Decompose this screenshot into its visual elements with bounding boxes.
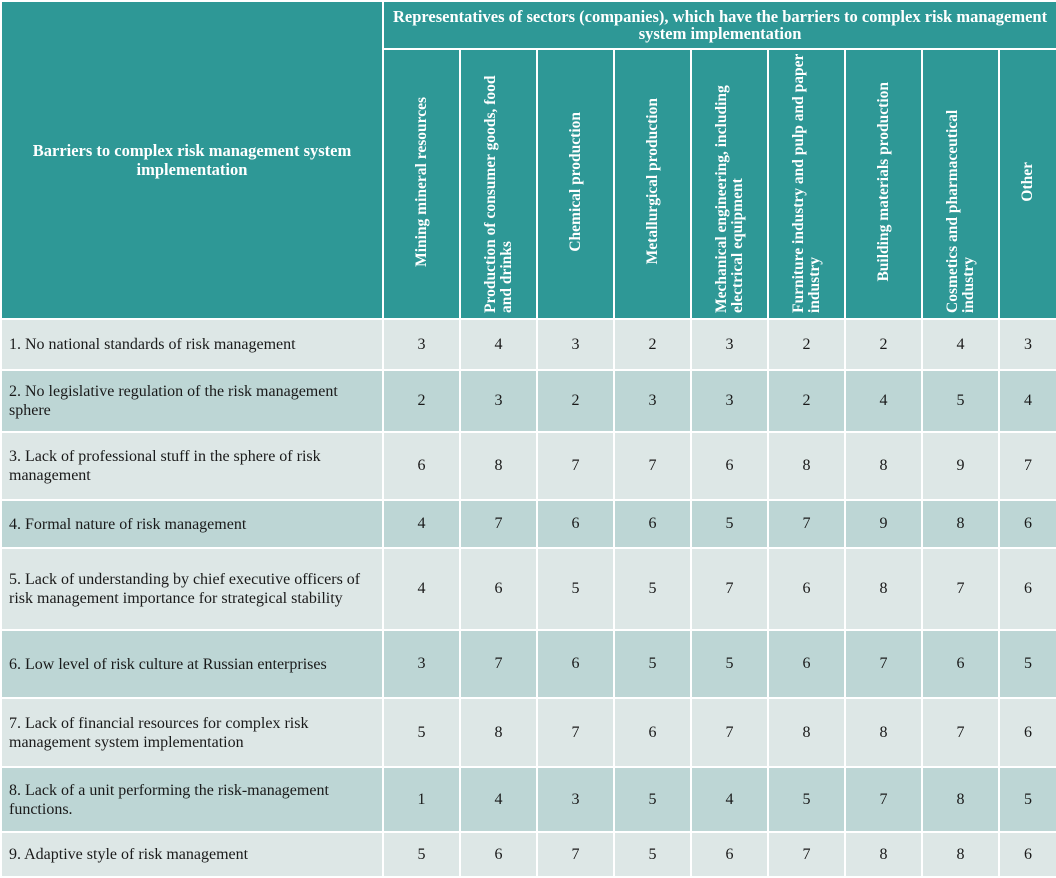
table-row xyxy=(1,767,1056,832)
table-row xyxy=(1,832,1056,877)
table-cell: 6 xyxy=(768,630,845,698)
table-cell: 3 xyxy=(691,319,768,370)
table-cell: 8 xyxy=(460,432,537,500)
table-cell: 4 xyxy=(845,370,922,432)
table-cell: 7 xyxy=(768,832,845,877)
sector-header-label: Other xyxy=(1019,161,1037,202)
table-cell: 3 xyxy=(460,370,537,432)
table-cell: 6 xyxy=(999,500,1056,548)
table-cell: 6 xyxy=(999,698,1056,767)
sector-header-label: Production of consumer goods, food and drinks xyxy=(481,74,515,313)
table-cell: 7 xyxy=(768,500,845,548)
table-cell: 8 xyxy=(922,767,999,832)
sector-header-7 xyxy=(922,49,999,319)
barrier-label: 9. Adaptive style of risk management xyxy=(1,832,383,877)
table-cell: 9 xyxy=(845,500,922,548)
table-cell: 8 xyxy=(768,698,845,767)
barriers-column-header: Barriers to complex risk management system implementation xyxy=(1,1,383,319)
barrier-label: 6. Low level of risk culture at Russian enterprises xyxy=(1,630,383,698)
table-cell: 5 xyxy=(999,767,1056,832)
table-cell: 2 xyxy=(537,370,614,432)
sectors-group-header: Representatives of sectors (companies), which have the barriers to complex risk management system implementation xyxy=(383,1,1056,49)
table-cell: 4 xyxy=(460,319,537,370)
sector-header-label: Mechanical engineering, including electrical equipment xyxy=(712,84,746,313)
table-cell: 5 xyxy=(691,500,768,548)
table-cell: 5 xyxy=(614,548,691,630)
table-cell: 5 xyxy=(999,630,1056,698)
table-cell: 5 xyxy=(383,698,460,767)
table-cell: 6 xyxy=(460,832,537,877)
table-cell: 6 xyxy=(537,500,614,548)
table-cell: 7 xyxy=(691,698,768,767)
table-cell: 5 xyxy=(614,832,691,877)
table-cell: 7 xyxy=(537,832,614,877)
sector-header-2 xyxy=(537,49,614,319)
table-cell: 3 xyxy=(383,319,460,370)
table-cell: 6 xyxy=(691,432,768,500)
table-cell: 5 xyxy=(614,630,691,698)
table-cell: 3 xyxy=(537,767,614,832)
table-cell: 3 xyxy=(614,370,691,432)
table-cell: 5 xyxy=(691,630,768,698)
table-row xyxy=(1,630,1056,698)
sector-header-4 xyxy=(691,49,768,319)
table-cell: 4 xyxy=(999,370,1056,432)
table-cell: 7 xyxy=(845,630,922,698)
barrier-label: 2. No legislative regulation of the risk management sphere xyxy=(1,370,383,432)
table-cell: 6 xyxy=(537,630,614,698)
table-cell: 6 xyxy=(614,500,691,548)
table-cell: 8 xyxy=(845,698,922,767)
table-cell: 4 xyxy=(383,500,460,548)
sector-header-1 xyxy=(460,49,537,319)
table-cell: 6 xyxy=(922,630,999,698)
table-cell: 4 xyxy=(922,319,999,370)
table-cell: 5 xyxy=(383,832,460,877)
table-cell: 8 xyxy=(768,432,845,500)
table-cell: 2 xyxy=(383,370,460,432)
table-cell: 7 xyxy=(922,548,999,630)
table-cell: 8 xyxy=(922,832,999,877)
table-cell: 6 xyxy=(691,832,768,877)
table-body xyxy=(1,319,1056,877)
sector-header-label: Cosmetics and pharmaceutical industry xyxy=(943,109,977,313)
table-cell: 7 xyxy=(537,698,614,767)
table-row xyxy=(1,370,1056,432)
sector-header-label: Metallurgical production xyxy=(643,98,661,265)
table-cell: 7 xyxy=(922,698,999,767)
table-row xyxy=(1,698,1056,767)
table-cell: 2 xyxy=(614,319,691,370)
table-cell: 4 xyxy=(691,767,768,832)
barrier-label: 3. Lack of professional stuff in the sphere of risk management xyxy=(1,432,383,500)
table-cell: 9 xyxy=(922,432,999,500)
sector-header-label: Mining mineral resources xyxy=(412,96,430,267)
table-cell: 7 xyxy=(460,500,537,548)
table-row xyxy=(1,319,1056,370)
table-cell: 4 xyxy=(383,548,460,630)
sector-header-0 xyxy=(383,49,460,319)
table-cell: 3 xyxy=(537,319,614,370)
barrier-label: 1. No national standards of risk management xyxy=(1,319,383,370)
sector-header-5 xyxy=(768,49,845,319)
table-cell: 8 xyxy=(845,548,922,630)
table-row xyxy=(1,432,1056,500)
table-cell: 2 xyxy=(845,319,922,370)
table-cell: 5 xyxy=(922,370,999,432)
table-cell: 6 xyxy=(614,698,691,767)
table-cell: 8 xyxy=(845,832,922,877)
barrier-label: 7. Lack of financial resources for complex risk management system implementation xyxy=(1,698,383,767)
table-cell: 3 xyxy=(999,319,1056,370)
table-cell: 7 xyxy=(614,432,691,500)
table-cell: 6 xyxy=(460,548,537,630)
sector-header-6 xyxy=(845,49,922,319)
table-cell: 3 xyxy=(383,630,460,698)
table-cell: 2 xyxy=(768,319,845,370)
table-cell: 5 xyxy=(537,548,614,630)
table-cell: 5 xyxy=(614,767,691,832)
sector-header-label: Chemical production xyxy=(566,111,584,252)
table-cell: 7 xyxy=(999,432,1056,500)
sector-header-3 xyxy=(614,49,691,319)
barrier-label: 8. Lack of a unit performing the risk-management functions. xyxy=(1,767,383,832)
table-cell: 7 xyxy=(691,548,768,630)
table-cell: 4 xyxy=(460,767,537,832)
table-cell: 5 xyxy=(768,767,845,832)
table-cell: 6 xyxy=(999,832,1056,877)
barrier-label: 5. Lack of understanding by chief executive officers of risk management importance for strategical stability xyxy=(1,548,383,630)
table-cell: 8 xyxy=(922,500,999,548)
barrier-label: 4. Formal nature of risk management xyxy=(1,500,383,548)
table-row xyxy=(1,500,1056,548)
table-cell: 7 xyxy=(845,767,922,832)
table-cell: 6 xyxy=(999,548,1056,630)
table-cell: 8 xyxy=(845,432,922,500)
sector-header-label: Building materials production xyxy=(874,81,892,282)
table-cell: 6 xyxy=(383,432,460,500)
table-cell: 8 xyxy=(460,698,537,767)
table-cell: 6 xyxy=(768,548,845,630)
table-cell: 3 xyxy=(691,370,768,432)
sector-header-8 xyxy=(999,49,1056,319)
table-cell: 7 xyxy=(460,630,537,698)
sector-header-label: Furniture industry and pulp and paper industry xyxy=(789,53,823,313)
table-cell: 1 xyxy=(383,767,460,832)
table-cell: 2 xyxy=(768,370,845,432)
table-cell: 7 xyxy=(537,432,614,500)
table-row xyxy=(1,548,1056,630)
